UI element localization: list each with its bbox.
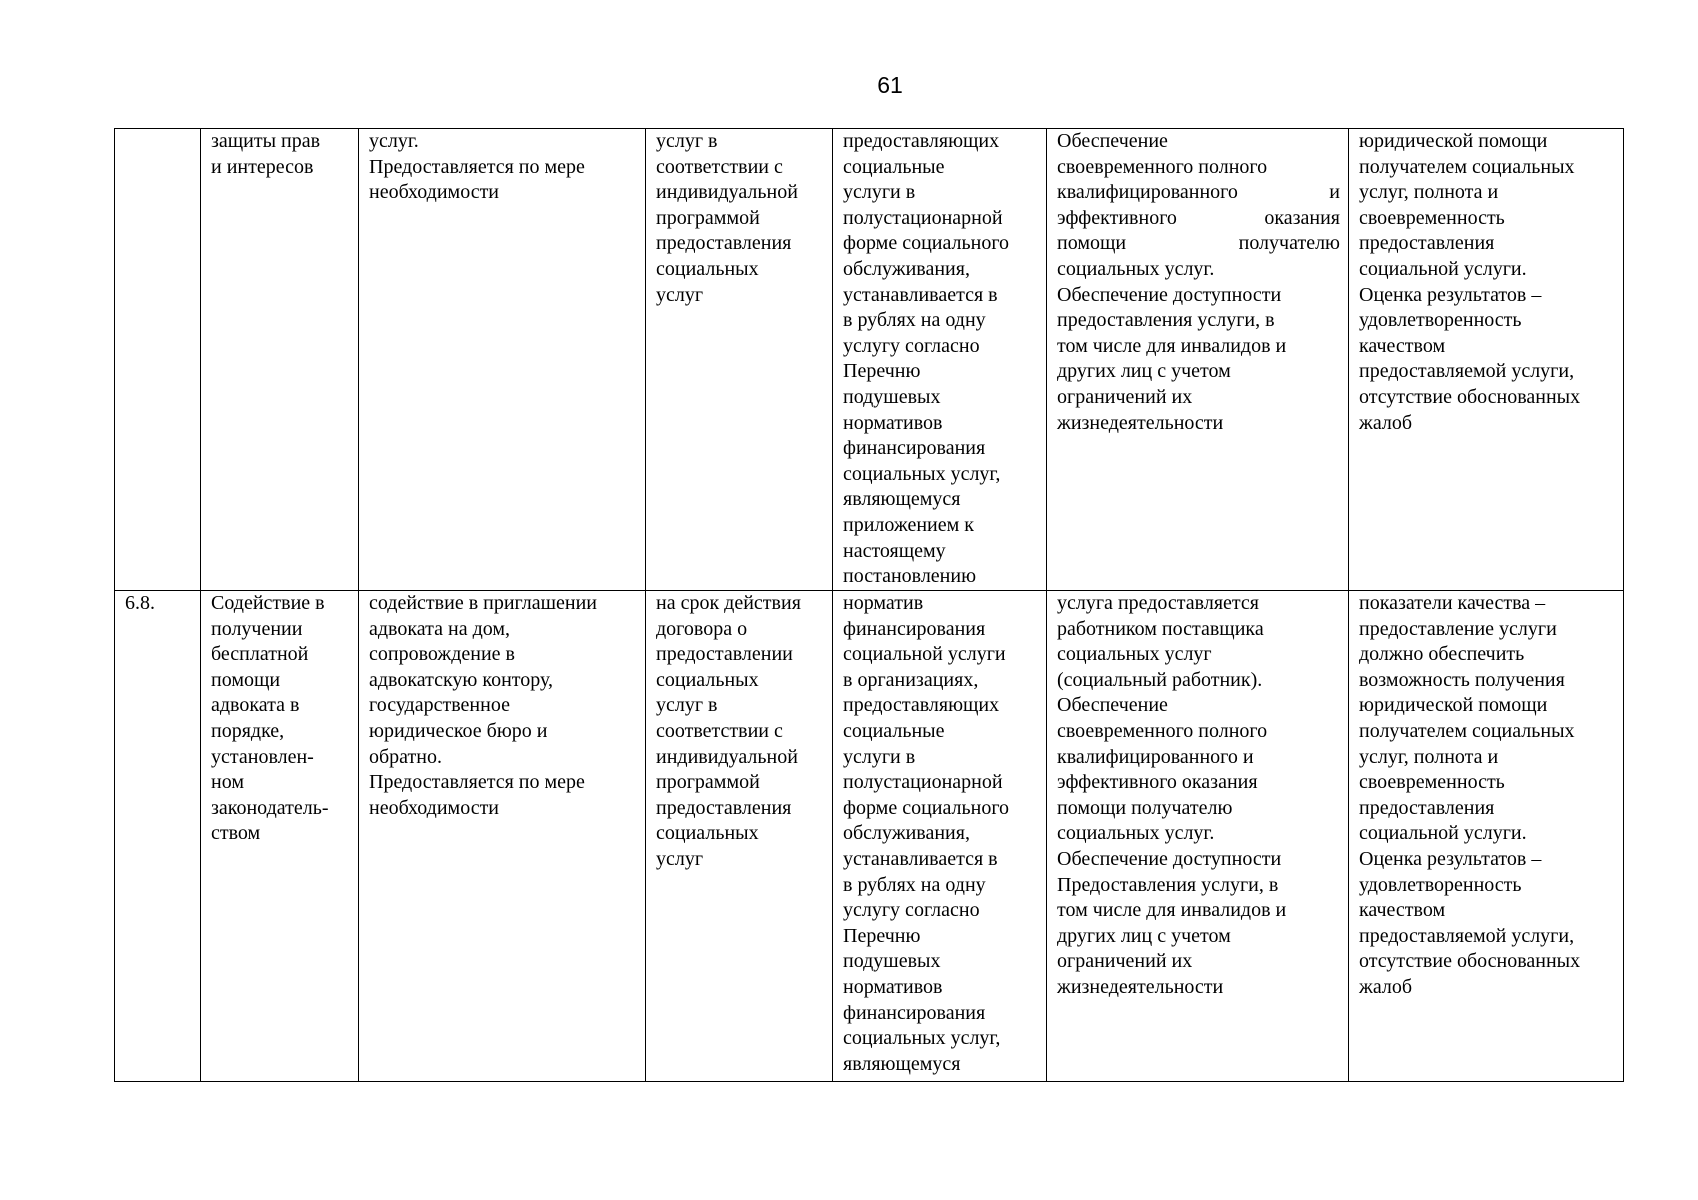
cell-line: нормативов — [843, 975, 943, 998]
cell-line: удовлетворенность — [1359, 309, 1522, 332]
cell-line: на срок действия — [656, 592, 801, 614]
cell-line: юридической помощи — [1359, 130, 1548, 152]
cell-line: квалифицированного и — [1057, 181, 1340, 204]
cell-line: услуг — [656, 847, 704, 870]
cell-line: качеством — [1359, 899, 1446, 922]
cell-line: форме социального — [843, 796, 1010, 819]
cell-line: форме социального — [843, 232, 1010, 255]
cell-line: получении — [211, 617, 303, 640]
cell-line: своевременность — [1359, 206, 1505, 229]
cell-line: адвокатскую контору, — [369, 668, 553, 691]
cell-line: ном — [211, 771, 244, 794]
cell-line: программой — [656, 206, 760, 229]
cell-line: предоставляемой услуги, — [1359, 924, 1575, 947]
cell-term — [646, 591, 833, 1082]
cell-line: удовлетворенность — [1359, 873, 1522, 896]
cell-line: полустационарной — [843, 206, 1003, 229]
table-row — [115, 591, 1624, 1082]
cell-line: Перечню — [843, 924, 921, 947]
cell-line: государственное — [369, 694, 510, 717]
cell-line: Обеспечение доступности — [1057, 283, 1282, 306]
cell-line: Обеспечение доступности — [1057, 847, 1282, 870]
cell-line: Предоставляется по мере — [369, 155, 585, 178]
cell-line: необходимости — [369, 796, 500, 819]
cell-line: услуга предоставляется — [1057, 592, 1259, 614]
cell-line: социальной услуги. — [1359, 822, 1527, 845]
cell-line: подушевых — [843, 385, 941, 408]
cell-line: в рублях на одну — [843, 309, 986, 332]
cell-line: юридической помощи — [1359, 694, 1548, 717]
cell-line: законодатель- — [211, 796, 329, 819]
cell-line: предоставляющих — [843, 694, 1000, 717]
cell-line: адвоката на дом, — [369, 617, 511, 640]
cell-line: Обеспечение — [1057, 130, 1168, 152]
cell-line: услуг, полнота и — [1359, 745, 1499, 768]
cell-line: услугу согласно — [843, 899, 980, 922]
cell-line: предоставляемой услуги, — [1359, 360, 1575, 383]
cell-line: нормативов — [843, 411, 943, 434]
cell-line: предоставления — [656, 232, 792, 255]
cell-line: Предоставления услуги, в — [1057, 873, 1279, 896]
cell-line: обслуживания, — [843, 822, 970, 845]
cell-line: ством — [211, 822, 261, 845]
cell-conditions — [1047, 129, 1349, 591]
cell-line: услуг в — [656, 130, 718, 152]
cell-line: услуги в — [843, 745, 916, 768]
cell-line: необходимости — [369, 181, 500, 204]
cell-line: социальные — [843, 155, 945, 178]
cell-line: том числе для инвалидов и — [1057, 334, 1287, 357]
cell-line: предоставления услуги, в — [1057, 309, 1275, 332]
cell-line: программой — [656, 771, 760, 794]
cell-line: социальных услуг. — [1057, 257, 1215, 280]
cell-line: Перечню — [843, 360, 921, 383]
cell-line: подушевых — [843, 950, 941, 973]
cell-norm — [833, 129, 1047, 591]
cell-line: жизнедеятельности — [1057, 411, 1224, 434]
cell-line: устанавливается в — [843, 847, 998, 870]
cell-line: и интересов — [211, 155, 314, 178]
cell-line: возможность получения — [1359, 668, 1565, 691]
cell-line: своевременного полного — [1057, 155, 1268, 178]
cell-line: Оценка результатов – — [1359, 847, 1542, 870]
cell-line: социальной услуги. — [1359, 257, 1527, 280]
cell-line: отсутствие обоснованных — [1359, 950, 1581, 973]
cell-line: показатели качества – — [1359, 592, 1546, 614]
cell-conditions — [1047, 591, 1349, 1082]
cell-line: работником поставщика — [1057, 617, 1264, 640]
cell-line: сопровождение в — [369, 643, 515, 666]
cell-line: помощи получателю — [1057, 796, 1233, 819]
cell-line: норматив — [843, 592, 924, 614]
cell-line: социальных — [656, 668, 759, 691]
cell-line: являющемуся — [843, 1052, 961, 1075]
cell-line: в организациях, — [843, 668, 979, 691]
cell-line: в рублях на одну — [843, 873, 986, 896]
cell-term — [646, 129, 833, 591]
cell-line: социальных — [656, 822, 759, 845]
cell-description — [359, 129, 646, 591]
cell-name — [201, 591, 359, 1082]
cell-norm — [833, 591, 1047, 1082]
cell-line: адвоката в — [211, 694, 300, 717]
cell-line: индивидуальной — [656, 181, 798, 204]
cell-line: предоставление услуги — [1359, 617, 1557, 640]
cell-line: являющемуся — [843, 488, 961, 511]
cell-line: своевременность — [1359, 771, 1505, 794]
cell-line: юридическое бюро и — [369, 719, 548, 742]
cell-line: социальные — [843, 719, 945, 742]
cell-line: защиты прав — [211, 130, 321, 152]
cell-line: помощи получателю — [1057, 232, 1340, 255]
cell-line: том числе для инвалидов и — [1057, 899, 1287, 922]
cell-line: услуги в — [843, 181, 916, 204]
cell-num — [115, 129, 201, 591]
cell-line: социальных услуг. — [1057, 822, 1215, 845]
cell-line: социальных услуг — [1057, 643, 1212, 666]
cell-line: помощи — [211, 668, 281, 691]
cell-line: бесплатной — [211, 643, 309, 666]
cell-line: получателем социальных — [1359, 719, 1575, 742]
cell-line: (социальный работник). — [1057, 668, 1263, 691]
cell-line: Содействие в — [211, 592, 325, 614]
cell-line: услугу согласно — [843, 334, 980, 357]
cell-quality — [1349, 591, 1624, 1082]
cell-line: приложением к — [843, 513, 974, 536]
cell-line: финансирования — [843, 617, 986, 640]
cell-name — [201, 129, 359, 591]
cell-line: социальных — [656, 257, 759, 280]
cell-line: других лиц с учетом — [1057, 924, 1231, 947]
cell-line: содействие в приглашении — [369, 592, 597, 614]
cell-line: предоставления — [1359, 232, 1495, 255]
cell-line: предоставления — [656, 796, 792, 819]
cell-line: полустационарной — [843, 771, 1003, 794]
cell-line: квалифицированного и — [1057, 745, 1254, 768]
cell-line: обслуживания, — [843, 257, 970, 280]
cell-line: финансирования — [843, 1001, 986, 1024]
cell-line: устанавливается в — [843, 283, 998, 306]
cell-line: услуг в — [656, 694, 718, 717]
page-number: 61 — [877, 72, 903, 98]
cell-line: жалоб — [1359, 975, 1413, 998]
cell-line: соответствии с — [656, 155, 783, 178]
cell-line: постановлению — [843, 565, 977, 588]
services-table — [114, 128, 1624, 1082]
cell-line: обратно. — [369, 745, 442, 768]
cell-line: жалоб — [1359, 411, 1413, 434]
cell-line: ограничений их — [1057, 950, 1193, 973]
cell-line: 6.8. — [125, 592, 155, 614]
cell-line: договора о — [656, 617, 748, 640]
cell-line: качеством — [1359, 334, 1446, 357]
cell-line: порядке, — [211, 719, 285, 742]
cell-line: ограничений их — [1057, 385, 1193, 408]
cell-line: предоставлении — [656, 643, 793, 666]
cell-line: финансирования — [843, 437, 986, 460]
cell-num — [115, 591, 201, 1082]
cell-quality — [1349, 129, 1624, 591]
table-body — [115, 129, 1624, 1082]
cell-line: предоставляющих — [843, 130, 1000, 152]
cell-line: эффективного оказания — [1057, 771, 1258, 794]
cell-line: эффективного оказания — [1057, 206, 1340, 229]
cell-line: жизнедеятельности — [1057, 975, 1224, 998]
cell-line: отсутствие обоснованных — [1359, 385, 1581, 408]
cell-line: Оценка результатов – — [1359, 283, 1542, 306]
cell-line: своевременного полного — [1057, 719, 1268, 742]
cell-line: Обеспечение — [1057, 694, 1168, 717]
cell-line: социальных услуг, — [843, 1027, 1001, 1050]
table-row — [115, 129, 1624, 591]
cell-line: соответствии с — [656, 719, 783, 742]
cell-line: услуг — [656, 283, 704, 306]
cell-line: Предоставляется по мере — [369, 771, 585, 794]
cell-line: услуг. — [369, 130, 419, 152]
cell-description — [359, 591, 646, 1082]
cell-line: установлен- — [211, 745, 314, 768]
cell-line: настоящему — [843, 539, 946, 562]
cell-line: индивидуальной — [656, 745, 798, 768]
cell-line: социальной услуги — [843, 643, 1006, 666]
cell-line: социальных услуг, — [843, 462, 1001, 485]
cell-line: услуг, полнота и — [1359, 181, 1499, 204]
cell-line: других лиц с учетом — [1057, 360, 1231, 383]
cell-line: получателем социальных — [1359, 155, 1575, 178]
cell-line: предоставления — [1359, 796, 1495, 819]
cell-line: должно обеспечить — [1359, 643, 1525, 666]
